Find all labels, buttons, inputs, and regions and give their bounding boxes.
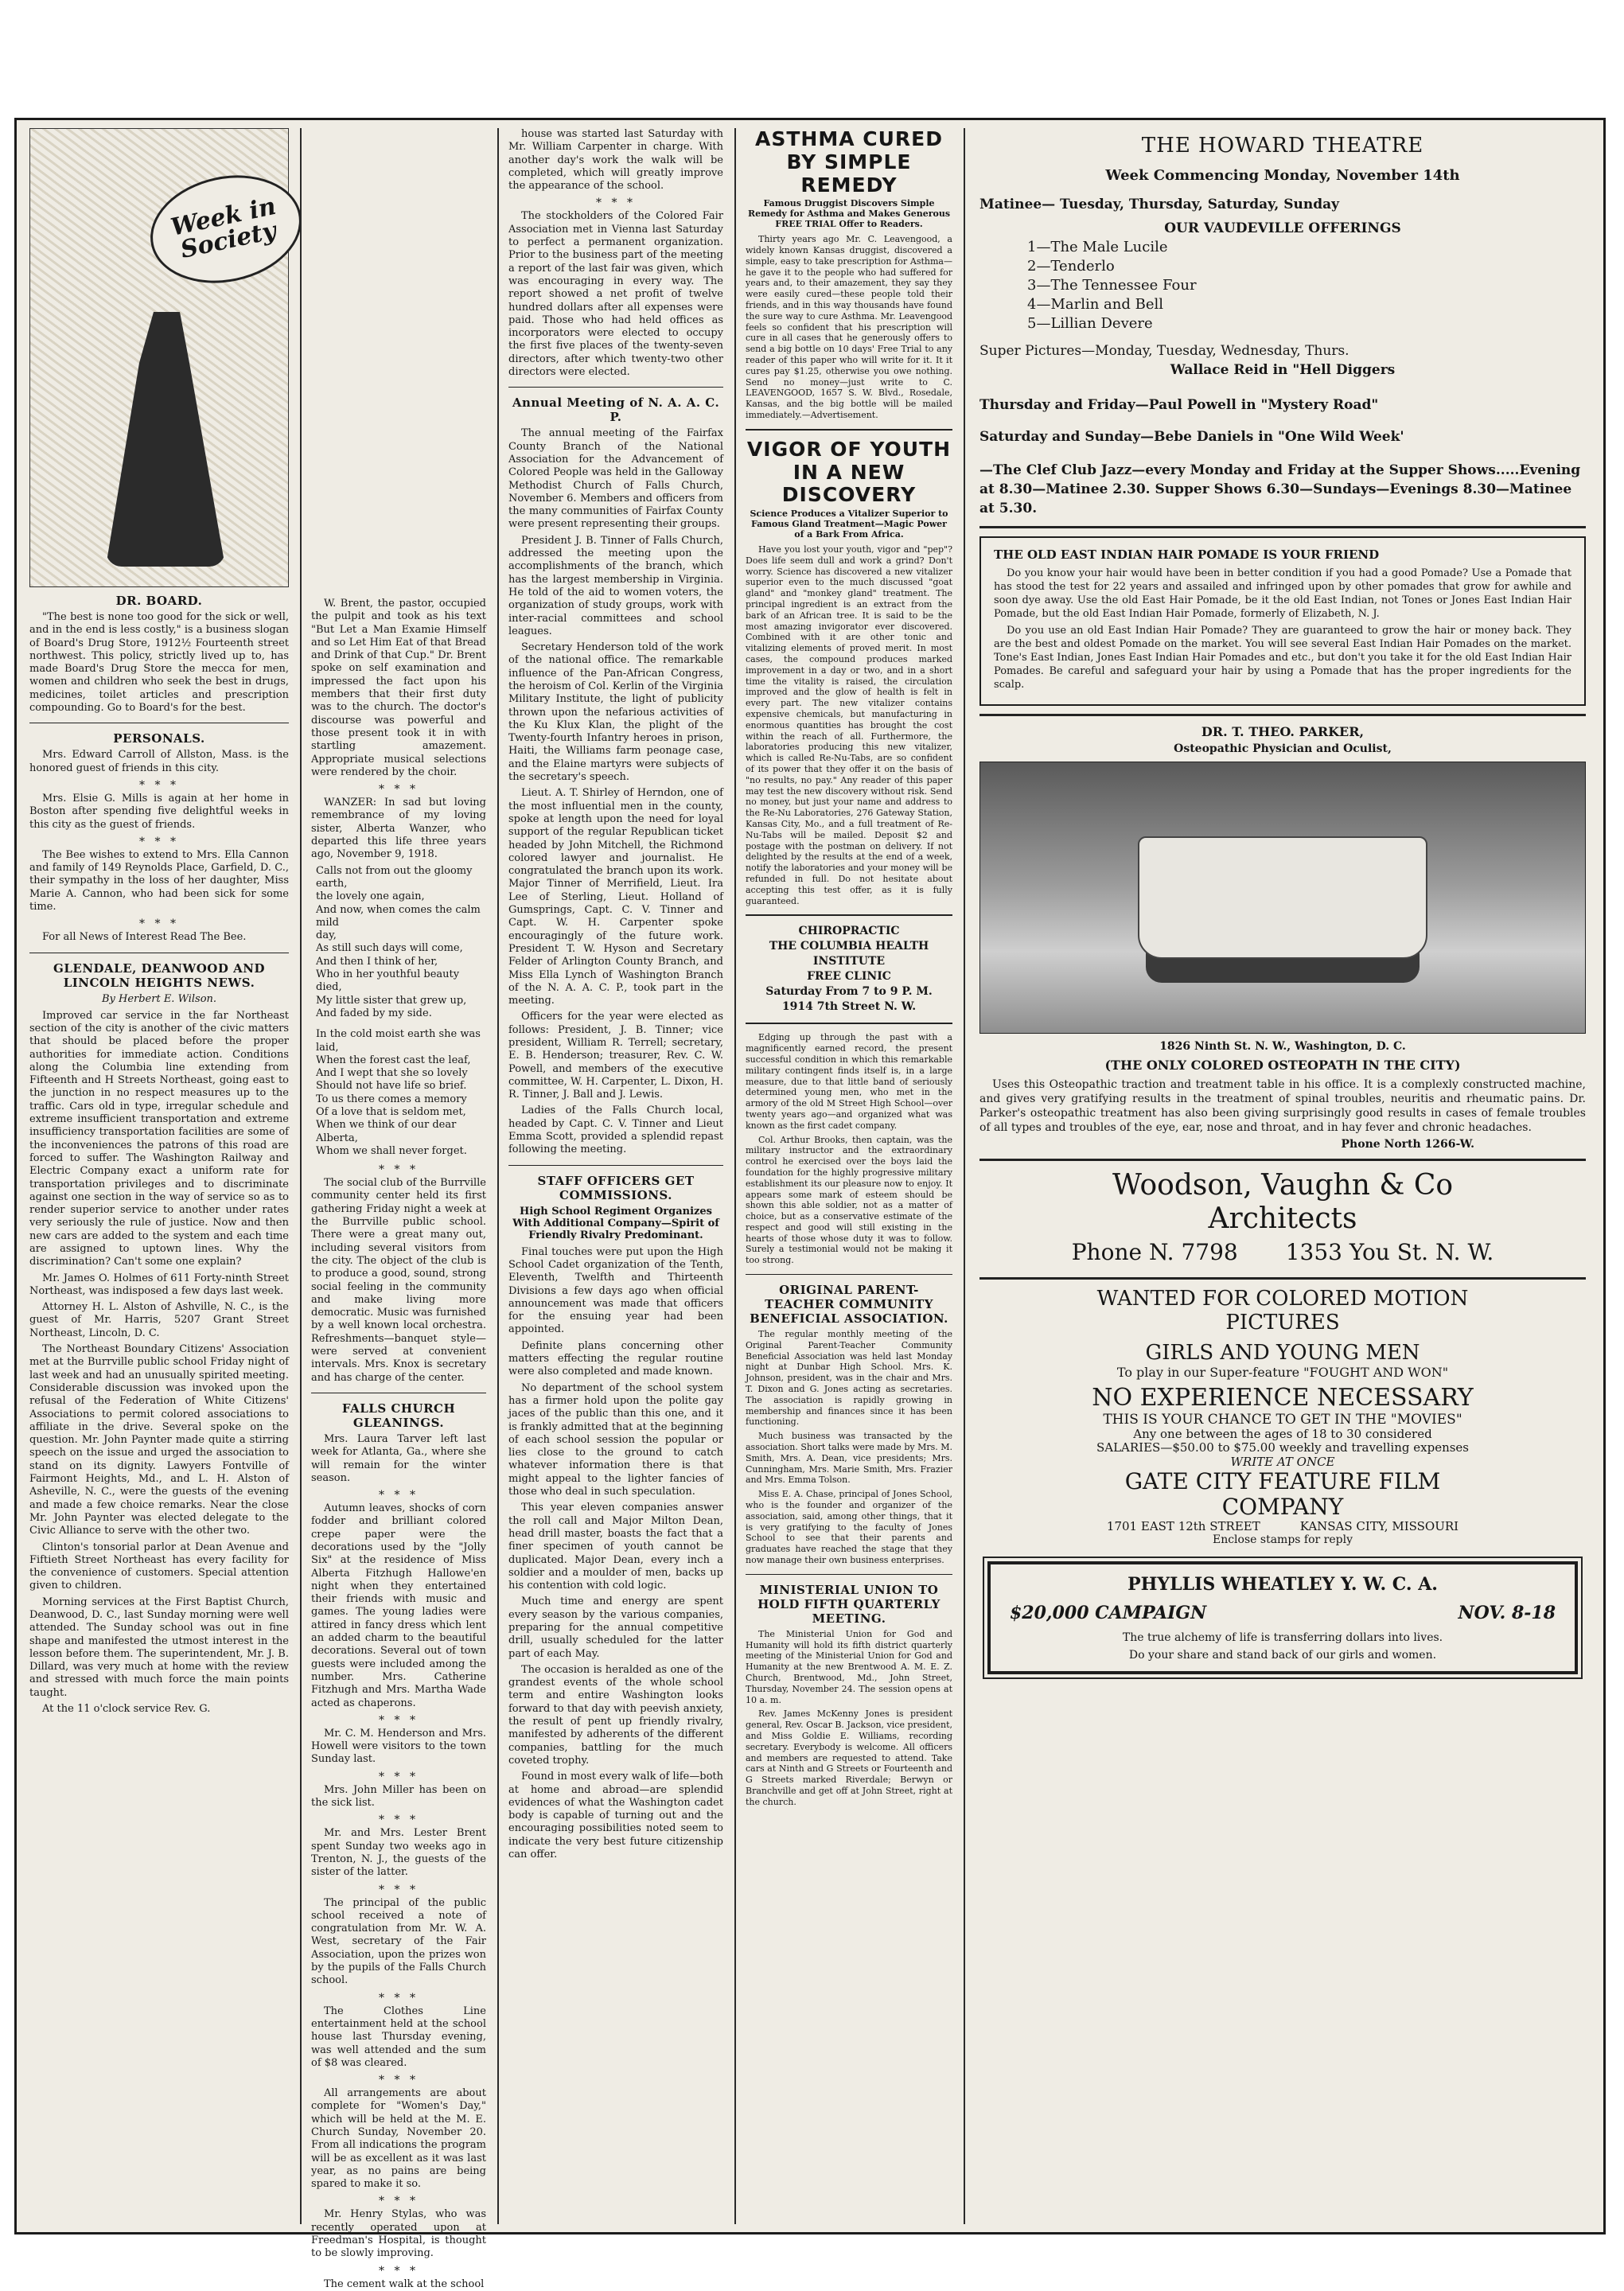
mu-para: Rev. James McKenny Jones is president general, Rev. Oscar B. Jackson, vice president, and Miss Goldie E. Williams, recording secretary. Everybody is welcome. All officers and members are requested to attend. Take cars at Ninth and G Streets or Fourteenth and G Streets marked Riverdale; Berwyn or Branchville and get off at John Street, right at the church. bbox=[746, 1709, 952, 1807]
column-4 bbox=[738, 128, 960, 2224]
col2-para: W. Brent, the pastor, occupied the pulpit and took as his text "But Let a Man Examie Himself and so Let Him Eat of that Bread and Drink of that Cup." Dr. Brent spoke on self examination and impressed the fact upon his members that their first duty was to the church. The doctor's discourse was powerful and those present took it in with startling amazement. Appropriate musical selections were rendered by the choir. bbox=[311, 598, 486, 778]
mu-para: The Ministerial Union for God and Humanity will hold its fifth district quarterly meeting of the Ministerial Union for God and Humanity at the new Brentwood A. M. E. Z. Church, Brentwood, Md., John Street, Thursday, November 24. The session opens at 10 a. m. bbox=[746, 1628, 952, 1705]
staff-para: Found in most every walk of life—both at home and abroad—are splendid evidences of what the Washington cadet body is capable of turning out and the encouraging possibilities noted seem to indicate the very best future citizenship can offer. bbox=[508, 1771, 723, 1861]
falls-para: Autumn leaves, shocks of corn fodder and brilliant colored crepe paper were the decorations used by the "Jolly Six" at the residence of Miss Alberta Fitzhugh Hallowe'en night when they entertained their friends with music and games. The young ladies were attired in fancy dress which lent an added charm to the beautiful decorations. Several out of town guests were included among the number. Mrs. Catherine Fitzhugh and Mrs. Martha Wade acted as chaperons. bbox=[311, 1502, 486, 1709]
staff-para: Final touches were put upon the High School Cadet organization of the Tenth, Eleventh, Twelfth and Thirteenth Divisions a few days ago when official announcement was made that officers for the ensuing year had been appointed. bbox=[508, 1245, 723, 1336]
ptc-para: The regular monthly meeting of the Original Parent-Teacher Community Beneficial Association was held last Monday night at Dunbar High School. Mrs. K. Johnson, president, was in the chair and Mrs. T. Dixon and G. Jones acting as secretaries. The association is rapidly growing in membership and finances since it has been functioning. bbox=[746, 1329, 952, 1428]
clinic-ad: CHIROPRACTIC THE COLUMBIA HEALTH INSTITUTE FREE CLINIC Saturday From 7 to 9 P. M. 1914 7th Street N. W. bbox=[765, 925, 933, 1014]
ywca-ad: PHYLLIS WHEATLEY Y. W. C. A. $20,000 CAMPAIGN NOV. 8-18 The true alchemy of life is transferring dollars into lives. Do your share and stand back of our girls and women. bbox=[987, 1561, 1578, 1674]
glendale-head: GLENDALE, DEANWOOD AND LINCOLN HEIGHTS NEWS. bbox=[53, 960, 265, 990]
dr-board-body: "The best is none too good for the sick or well, and in the end is less costly," is a business slogan of Board's Drug Store, 1912½ Fourteenth street northwest. This policy, strictly lived up to, has made Board's Drug Store the mecca for men, women and children who seek the best in drugs, medicines, toilet articles and prescription compounding. Go to Board's for the best. bbox=[29, 611, 289, 715]
howard-week: Week Commencing Monday, November 14th bbox=[1105, 167, 1460, 184]
staff-para: Much time and energy are spent every season by the various companies, preparing for the annual competitive drill, usually scheduled for the latter part of each May. bbox=[508, 1596, 723, 1660]
falls-para: The principal of the public school received a note of congratulation from Mr. W. A. West, secretary of the Fair Association, upon the prizes won by the pupils of the Falls Church school. bbox=[311, 1896, 486, 1987]
falls-church-head: FALLS CHURCH GLEANINGS. bbox=[341, 1401, 456, 1430]
ptc-para: Much business was transacted by the association. Short talks were made by Mrs. M. Smith, Mrs. A. Dean, vice presidents; Mrs. Cunningham, Mrs. Marie Smith, Mrs. Frazier and Mrs. Emma Tolson. bbox=[746, 1431, 952, 1486]
cadet-para: Col. Arthur Brooks, then captain, was the military instructor and the extraordinary control he exercised over the boys laid the foundation for the highly progressive military establishment its our pleasure now to enjoy. It appears some mark of esteem should be shown this able soldier, not as a matter of choice, but as a conservative estimate of the respect and good will still existing in the hearts of those whose duty it was to follow. Surely a testimonial would not be making it too strong. bbox=[746, 1134, 952, 1266]
wanzer-intro: WANZER: In sad but loving remembrance of my loving sister, Alberta Wanzer, who departed this life three years ago, November 9, 1918. bbox=[311, 797, 486, 861]
newspaper-page bbox=[14, 118, 1606, 2290]
column-1: Week in Society DR. BOARD. "The best is none too good for the sick or well, and in the end is less costly," is a business slogan of Board's Drug Store, 1912½ Fourteenth street northwest. This policy, strictly lived up to, has made Board's Drug Store the mecca for men, women and children who seek the best in drugs, medicines, toilet articles and prescription compounding. Go to Board's for the best. PERSONALS. Mrs. Edward Carroll of Allston, Mass. is the honored guest of friends in this city. * * * Mrs. Elsie G. Mills is again at her home in Boston after spending five delightful weeks in this city as the guest of friends. * * * The Bee wishes to extend to Mrs. Ella Cannon and family of 149 Reynolds Place, Garfield, D. C., their sympathy in the loss of her daughter, Miss Marie A. Cannon, who had been sick for some time. * * * For all News of Interest Read The Bee. GLENDALE, DEANWOOD AND LINCOLN HEIGHTS NEWS. By Herbert E. Wilson. Improved car service in the far Northeast section of the city is another of the civic matters that should be placed before the proper authorities for immediate action. Conditions along the Columbia line extending from Fifteenth and H Streets Northeast, going east to the junction in no respect measures up to the traffic. Cars old in type, irregular schedule and extreme insufficient transportation and extreme insufficiency transportation facilities are some of the inconveniences the patrons of this road are forced to suffer. The Washington Railway and Electric Company exact a uniform rate for transportation privileges and to discriminate against one section in the way of service so as to render superior service to another under rates very seriously the rule of justice. Now and then new cars are added to the system and each time are assigned to uptown lines. Why the discrimination? Can't some one explain? Mr. James O. Holmes of 611 Forty-ninth Street Northeast, was indisposed a few days last week. Attorney H. L. Alston of Ashville, N. C., is the guest of Mr. Harris, 5207 Grant Street Northeast, Lincoln, D. C. The Northeast Boundary Citizens' Association met at the Burrville public school Friday night of last week and had an unusually spirited meeting. Considerable discussion was invoked upon the refusal of the Federation of White Citizens' Associations to permit colored associations to affiliate in the drive. Several spoke on the question. Mr. John Paynter made quite a stirring speech on the issue and urged the association to stand on its dignity. Lawyers Fontville of Fairmont Heights, Md., and L. H. Alston of Asheville, N. C., were the guests of the evening and made a few choice remarks. Near the close Mr. John Paynter was elected delegate to the Civic Alliance to serve with the other two. Clinton's tonsorial parlor at Dean Avenue and Fiftieth Street Northeast has every facility for the convenience of customers. Special attention given to children. Morning services at the First Baptist Church, Deanwood, D. C., last Sunday morning were well attended. The Sunday school was out in fine shape and manifested the utmost interest in the lesson before them. The superintendent, Mr. J. B. Dillard, was very much at home with the review and stressed with much force the main points taught. At the 11 o'clock service Rev. G. bbox=[21, 128, 297, 2224]
woodson-ad: Woodson, Vaughn & Co Architects Phone N. 7798 1353 You St. N. W. bbox=[1071, 1169, 1494, 1265]
col2-para: The social club of the Burrville community center held its first gathering Friday night a week at the Burrville public school. There were a great many out, including several visitors from the city. The object of the club is to produce a good, sound, strong social feeling in the community and make living more democratic. Music was furnished by a well known local orchestra. Refreshments—banquet style—were served at convenient intervals. Mrs. Knox is secretary and has charge of the center. bbox=[311, 1177, 486, 1384]
treatment-table-photo bbox=[979, 762, 1586, 1034]
howard-theatre-ad: THE HOWARD THEATRE Week Commencing Monday, November 14th Matinee— Tuesday, Thursday, Saturday, Sunday OUR VAUDEVILLE OFFERINGS 1—The Male Lucile 2—Tenderlo 3—The Tennessee Four 4—Marlin and Bell 5—Lillian Devere Super Pictures—Monday, Tuesday, Wednesday, Thurs. Wallace Reid in "Hell Diggers Thursday and Friday—Paul Powell in "Mystery Road" Saturday and Sunday—Bebe Daniels in "One Wild Week' —The Clef Club Jazz—every Monday and Friday at the Supper Shows.....Evening at 8.30—Matinee 2.30. Supper Shows 6.30—Sundays—Evenings 8.30—Matinee at 5.30. bbox=[979, 136, 1586, 518]
col3-para: The stockholders of the Colored Fair Association met in Vienna last Saturday to perfect a permanent organization. Prior to the business part of the meeting a report of the last fair was given, which was encouraging in every way. The report showed a net profit of twelve hundred dollars after all expenses were paid. Those who had held offices as incorporators were elected to occupy the first five places of the twenty-seven directors, after which twenty-two other directors were elected. bbox=[508, 210, 723, 379]
personal-item: For all News of Interest Read The Bee. bbox=[42, 931, 247, 944]
falls-para: The Clothes Line entertainment held at the school house last Thursday evening, was well attended and the sum of $8 was cleared. bbox=[311, 2005, 486, 2069]
falls-para: Mr. C. M. Henderson and Mrs. Howell were visitors to the town Sunday last. bbox=[311, 1727, 486, 1766]
staff-para: This year eleven companies answer the roll call and Major Milton Dean, head drill master, boasts the fact that a finer specimen of youth cannot be duplicated. Major Dean, every inch a soldier and a moulder of men, backs up his contention with cold logic. bbox=[508, 1502, 723, 1592]
cadet-para: Edging up through the past with a magnificently earned record, the present successful condition in which this remarkable military contingent finds itself is, in a large measure, due to that little band of seriously determined young men, who met in the armory of the old M Street High School—over twenty years ago—and organized what was known as the first cadet company. bbox=[746, 1032, 952, 1131]
falls-para: Mrs. Laura Tarver left last week for Atlanta, Ga., where she will remain for the winter season. bbox=[311, 1432, 486, 1484]
lady-figure-icon bbox=[106, 312, 225, 567]
column-3: house was started last Saturday with Mr. William Carpenter in charge. With another day's work the walk will be completed, which will greatly improve the appearance of the school. * * * The stockholders of the Colored Fair Association met in Vienna last Saturday to perfect a permanent organization. Prior to the business part of the meeting a report of the last fair was given, which was encouraging in every way. The report showed a net profit of twelve hundred dollars after all expenses were paid. Those who had held offices as incorporators were elected to occupy the first five places of the twenty-seven directors, after which twenty-two other directors were elected. Annual Meeting of N. A. A. C. P. The annual meeting of the Fairfax County Branch of the National Association for the Advancement of Colored People was held in the Galloway Methodist Church of Falls Church, November 6. Members and officers from the many communities of Fairfax County were present representing their groups. President J. B. Tinner of Falls Church, addressed the meeting upon the accomplishments of the branch, which has the largest membership in Virginia. He told of the aid to women voters, the organization of study groups, work with inter-racial committees and school leagues. Secretary Henderson told of the work of the national office. The remarkable influence of the Pan-African Congress, the heroism of Col. Kerlin of the Virginia Military Institute, the light of publicity thrown upon the nefarious activities of the Ku Klux Klan, the plight of the Twenty-fourth Infantry heroes in prison, Haiti, the Williams farm peonage case, and the Elaine martyrs were subjects of the secretary's speech. Lieut. A. T. Shirley of Herndon, one of the most influential men in the county, spoke at length upon the need for loyal support of the regular Republican ticket headed by John Mitchell, the Richmond colored lawyer and journalist. He congratulated the branch upon its work. Major Tinner of Merrifield, Lieut. Ira Lee of Sterling, Lieut. Holland of Gumsprings, Capt. C. V. Tinner and Capt. W. H. Carpenter spoke encouragingly of the future work. President T. W. Hyson and Secretary Felder of Arlington County Branch, and Miss Ella Lynch of Washington Branch of the N. A. A. C. P., took part in the meeting. Officers for the year were elected as follows: President, J. B. Tinner; vice president, William R. Terrell; secretary, E. B. Henderson; treasurer, Rev. C. W. Powell, and members of the executive committee, W. H. Carpenter, L. Dixon, H. R. Tinner, J. Ball and J. Lewis. Ladies of the Falls Church local, headed by Capt. C. V. Tinner and Lieut Emma Scott, provided a splendid repast following the meeting. STAFF OFFICERS GET COMMISSIONS. High School Regiment Organizes With Additional Company—Spirit of Friendly Rivalry Predominant. Final touches were put upon the High School Cadet organization of the Tenth, Eleventh, Twelfth and Thirteenth Divisions a few days ago when official announcement was made that officers for the ensuing year had been appointed. Definite plans concerning other matters effecting the regular routine were also completed and made known. No department of the school system has a firmer hold upon the polite gay jaces of the public than this one, and it is frankly admitted that at the beginning of each school session the popular or lies close to the ground to catch whatever information there is that might appeal to the lighter fancies of those who deal in such speculation. This year eleven companies answer the roll call and Major Milton Dean, head drill master, boasts the fact that a finer specimen of youth cannot be duplicated. Major Dean, every inch a soldier and a moulder of men, backs up his contention with cold logic. Much time and energy are spent every season by the various companies, preparing for the annual competitive drill, usually scheduled for the latter part of each May. The occasion is heralded as one of the grandest events of the whole school term and entire Washington looks forward to that day with peevish anxiety, the result of pent up friendly rivalry, manifested by adherents of the different companies, battling for the much coveted trophy. Found in most every walk of life—both at home and abroad—are splendid evidences of what the Washington cadet body is capable of turning out and the encouraging possibilities noted seem to indicate the very best future citizenship can offer. bbox=[508, 128, 723, 1861]
column-2: W. Brent, the pastor, occupied the pulpit and took as his text "But Let a Man Examie Himself and so Let Him Eat of that Bread and Drink of that Cup." Dr. Brent spoke on self examination and impressed the fact upon his members that their first duty was to the church. The doctor's discourse was powerful and those present took it in with startling amazement. Appropriate musical selections were rendered by the choir. * * * WANZER: In sad but loving remembrance of my loving sister, Alberta Wanzer, who departed this life three years ago, November 9, 1918. Calls not from out the gloomy earth, the lovely one again, And now, when comes the calm mild day, As still such days will come, And then I think of her, Who in her youthful beauty died, My little sister that grew up, And faded by my side. In the cold moist earth she was laid, When the forest cast the leaf, And I wept that she so lovely Should not have life so brief. To us there comes a memory Of a love that is seldom met, When we think of our dear Alberta, Whom we shall never forget. * * * The social club of the Burrville community center held its first gathering Friday night a week at the Burrville public school. There were a great many out, including several visitors from the city. The object of the club is to produce a good, sound, strong social feeling in the community and make living more democratic. Music was furnished by a well known local orchestra. Refreshments—banquet style—were served at convenient intervals. Mrs. Knox is secretary and has charge of the center. FALLS CHURCH GLEANINGS. Mrs. Laura Tarver left last week for Atlanta, Ga., where she will remain for the winter season. * * * Autumn leaves, shocks of corn fodder and brilliant colored crepe paper were the decorations used by the "Jolly Six" at the residence of Miss Alberta Fitzhugh Hallowe'en night when they entertained their friends with music and games. The young ladies were attired in fancy dress which lent an added charm to the beautiful decorations. Several out of town guests were included among the number. Mrs. Catherine Fitzhugh and Mrs. Martha Wade acted as chaperons. * * * Mr. C. M. Henderson and Mrs. Howell were visitors to the town Sunday last. * * * Mrs. John Miller has been on the sick list. * * * Mr. and Mrs. Lester Brent spent Sunday two weeks ago in Trenton, N. J., the guests of the sister of the latter. * * * The principal of the public school received a note of congratulation from Mr. W. A. West, secretary of the Fair Association, upon the prizes won by the pupils of the Falls Church school. * * * The Clothes Line entertainment held at the school house last Thursday evening, was well attended and the sum of $8 was cleared. * * * All arrangements are about complete for "Women's Day," which will be held at the M. E. Church Sunday, November 20. From all indications the program will be as excellent as it was last year, as no pains are being spared to make it so. * * * Mr. Henry Stylas, who was recently operated upon at Freedman's Hospital, is thought to be slowly improving. * * * The cement walk at the school bbox=[311, 598, 486, 2290]
wanzer-poem: Calls not from out the gloomy earth, the lovely one again, And now, when comes the calm mild day, As still such days will come, And then I think of her, Who in her youthful beauty died, My little sister that grew up, And faded by my side. In the cold moist earth she was laid, When the forest cast the leaf, And I wept that she so lovely Should not have life so brief. To us there comes a memory Of a love that is seldom met, When we think of our dear Alberta, Whom we shall never forget. bbox=[316, 864, 481, 1157]
masthead-banner: Week in Society bbox=[140, 162, 311, 296]
staff-para: The occasion is heralded as one of the grandest events of the whole school term and entire Washington looks forward to that day with peevish anxiety, the result of pent up friendly rivalry, manifested by adherents of the different companies, battling for the much coveted trophy. bbox=[508, 1663, 723, 1767]
personals-head: PERSONALS. bbox=[113, 731, 205, 746]
asthma-sub: Famous Druggist Discovers Simple Remedy for Asthma and Makes Generous FREE TRIAL Offer to Readers. bbox=[747, 198, 951, 230]
act-list: 1—The Male Lucile 2—Tenderlo 3—The Tennessee Four 4—Marlin and Bell 5—Lillian Devere bbox=[1027, 239, 1197, 332]
staff-para: Definite plans concerning other matters effecting the regular routine were also completed and made known. bbox=[508, 1339, 723, 1378]
naacp-para: Lieut. A. T. Shirley of Herndon, one of the most influential men in the county, spoke at length upon the need for loyal support of the regular Republican ticket headed by John Mitchell, the Richmond colored lawyer and journalist. He congratulated the branch upon its work. Major Tinner of Merrifield, Lieut. Ira Lee of Sterling, Lieut. Holland of Gumsprings, Capt. C. V. Tinner and Capt. W. H. Carpenter spoke encouragingly of the future work. President T. W. Hyson and Secretary Felder of Arlington County Branch, and Miss Ella Lynch of Washington Branch of the N. A. A. C. P., took part in the meeting. bbox=[508, 787, 723, 1007]
falls-para: All arrangements are about complete for "Women's Day," which will be held at the M. E. Church Sunday, November 20. From all indications the program will be as excellent as it was last year, as no pains are being spared to make it so. bbox=[311, 2087, 486, 2191]
glendale-para: Clinton's tonsorial parlor at Dean Avenue and Fiftieth Street Northeast has every facility for the convenience of customers. Special attention given to children. bbox=[29, 1541, 289, 1592]
falls-para: Mr. and Mrs. Lester Brent spent Sunday two weeks ago in Trenton, N. J., the guests of the sister of the latter. bbox=[311, 1827, 486, 1879]
glendale-para: The Northeast Boundary Citizens' Association met at the Burrville public school Friday night of last week and had an unusually spirited meeting. Considerable discussion was invoked upon the refusal of the Federation of White Citizens' Associations to permit colored associations to affiliate in the drive. Several spoke on the question. Mr. John Paynter made quite a stirring speech on the issue and urged the association to stand on its dignity. Lawyers Fontville of Fairmont Heights, Md., and L. H. Alston of Asheville, N. C., were the guests of the evening and made a few choice remarks. Near the close Mr. John Paynter was elected delegate to the Civic Alliance to serve with the other two. bbox=[29, 1343, 289, 1537]
naacp-head: Annual Meeting of N. A. A. C. P. bbox=[512, 395, 720, 425]
glendale-para: Attorney H. L. Alston of Ashville, N. C., is the guest of Mr. Harris, 5207 Grant Street Northeast, Lincoln, D. C. bbox=[29, 1301, 289, 1339]
ptc-para: Miss E. A. Chase, principal of Jones School, who is the founder and organizer of the association, said, among other things, that it is very gratifying to the faculty of Jones School to see that their parents and graduates have reached the stage that they now manage their own business enterprises. bbox=[746, 1489, 952, 1566]
glendale-para: Improved car service in the far Northeast section of the city is another of the civic matters that should be placed before the proper authorities for immediate action. Conditions along the Columbia line extending from Fifteenth and H Streets Northeast, going east to the junction in no respect measures up to the traffic. Cars old in type, irregular schedule and extreme insufficient transportation and extreme insufficiency transportation facilities are some of the inconveniences the patrons of this road are forced to suffer. The Washington Railway and Electric Company exact a uniform rate for transportation privileges and to discriminate against one section in the way of service so as to render superior service to another under rates very seriously the rule of justice. Now and then new cars are added to the system and each time are assigned to uptown lines. Why the discrimination? Can't some one explain? bbox=[29, 1009, 289, 1268]
staff-officers-head: STAFF OFFICERS GET COMMISSIONS. bbox=[537, 1173, 695, 1202]
personal-item: Mrs. Edward Carroll of Allston, Mass. is the honored guest of friends in this city. bbox=[29, 749, 289, 774]
vigor-body: Have you lost your youth, vigor and "pep"? Does life seem dull and work a grind? Don't worry. Science has discovered a new vitalizer superior even to the much discussed "goat gland" and "monkey gland" treatment. The principal ingredient is an extract from the bark of an African tree. It is said to be the most amazing invigorator ever discovered. Combined with it are other tonic and vitalizing elements of proved merit. In most cases, the compound produces marked improvement in a day or two, and in a short time the vitality is raised, the circulation improved and the glow of health is felt in every part. The new vitalizer contains expensive chemicals, but manufacturing in enormous quantities has brought the cost within the reach of all. Furthermore, the laboratories producing this new vitalizer, which is called Re-Nu-Tabs, are so confident of its power that they offer it on the basis of "no results, no pay." Any reader of this paper may test the new discovery without risk. Send no money, but just your name and address to the Re-Nu Laboratories, 276 Gateway Station, Kansas City, Mo., and a full treatment of Re-Nu-Tabs will be mailed. Deposit $2 and postage with the postman on delivery. If not delighted by the results at the end of a week, notify the laboratories and your money will be refunded in full. Do not hesitate about accepting this test offer, as it is fully guaranteed. bbox=[746, 544, 952, 906]
falls-para: The cement walk at the school bbox=[324, 2277, 485, 2290]
pomade-ad: THE OLD EAST INDIAN HAIR POMADE IS YOUR FRIEND Do you know your hair would have been in better condition if you had a good Pomade? Use a Pomade that has stood the test for 22 years and assailed and infringed upon by other pomades that grow for awhile and soon dye away. Use the old East Hair Pomade, be it the old East Indian, not Tones or Jones East Indian Hair Pomade, but the old East Indian Hair Pomade, formerly of Elizabeth, N. J. Do you use an old East Indian Hair Pomade? They are guaranteed to grow the hair or money back. They are the best and oldest Pomade on the market. You will see several East Indian Hair Pomades on the market. Tone's East Indian, Jones East Indian Hair Pomades and etc., but don't you take it for the old East Indian Hair Pomades. Be careful and safeguard your hair by using a Pomade that has the proper ingredients for the scalp. bbox=[979, 536, 1586, 706]
column-5 bbox=[968, 128, 1597, 2224]
ptc-head: ORIGINAL PARENT-TEACHER COMMUNITY BENEFICIAL ASSOCIATION. bbox=[750, 1283, 948, 1327]
asthma-body: Thirty years ago Mr. C. Leavengood, a widely known Kansas druggist, discovered a simple, easy to take prescription for Asthma—he gave it to the people who had suffered for years and, to their amazement, they say they were easily cured—these people told their friends, and in this way thousands have found the sure way to cure Asthma. Mr. Leavengood feels so confident that his prescription will cure in all cases that he generously offers to send a big bottle on 10 days' Free Trial to any reader of this paper who will write for it. It it cures pay $1.25, otherwise you owe nothing. Send no money—just write to C. LEAVENGOOD, 1657 S. W. Blvd., Rosedale, Kansas, and the big bottle will be mailed immediately.—Advertisement. bbox=[746, 234, 952, 420]
howard-matinee: Matinee— Tuesday, Thursday, Saturday, Sunday bbox=[979, 197, 1339, 212]
personal-item: The Bee wishes to extend to Mrs. Ella Cannon and family of 149 Reynolds Place, Garfield, D. C., their sympathy in the loss of her daughter, Miss Marie A. Cannon, who had been sick for some time. bbox=[29, 848, 289, 914]
naacp-para: Secretary Henderson told of the work of the national office. The remarkable influence of the Pan-African Congress, the heroism of Col. Kerlin of the Virginia Military Institute, the light of publicity thrown upon the nefarious activities of the Ku Klux Klan, the plight of the Twenty-fourth Infantry heroes in prison, Haiti, the Williams farm peonage case, and the Elaine martyrs were subjects of the secretary's speech. bbox=[508, 641, 723, 784]
glendale-para: Morning services at the First Baptist Church, Deanwood, D. C., last Sunday morning were well attended. The Sunday school was out in fine shape and manifested the utmost interest in the lesson before them. The superintendent, Mr. J. B. Dillard, was very much at home with the review and stressed with much force the main points taught. bbox=[29, 1596, 289, 1699]
wanted-ad: WANTED FOR COLORED MOTION PICTURES GIRLS AND YOUNG MEN To play in our Super-feature "FOUGHT AND WON" NO EXPERIENCE NECESSARY THIS IS YOUR CHANCE TO GET IN THE "MOVIES" Any one between the ages of 18 to 30 considered SALARIES—$50.00 to $75.00 weekly and travelling expenses WRITE AT ONCE GATE CITY FEATURE FILM COMPANY 1701 EAST 12th STREET KANSAS CITY, MISSOURI Enclose stamps for reply bbox=[1092, 1287, 1474, 1547]
naacp-para: The annual meeting of the Fairfax County Branch of the National Association for the Advancement of Colored People was held in the Galloway Methodist Church of Falls Church, November 6. Members and officers from the many communities of Fairfax County were present representing their groups. bbox=[508, 427, 723, 531]
vigor-head: VIGOR OF YOUTH IN A NEW DISCOVERY bbox=[746, 437, 952, 507]
howard-offerings: OUR VAUDEVILLE OFFERINGS bbox=[1164, 220, 1401, 236]
naacp-para: Officers for the year were elected as follows: President, J. B. Tinner; vice president, William R. Terrell; secretary, E. B. Henderson; treasurer, Rev. C. W. Powell, and members of the executive committee, W. H. Carpenter, L. Dixon, H. R. Tinner, J. Ball and J. Lewis. bbox=[508, 1011, 723, 1101]
personal-item: Mrs. Elsie G. Mills is again at her home in Boston after spending five delightful weeks in this city as the guest of friends. bbox=[29, 792, 289, 831]
howard-title: THE HOWARD THEATRE bbox=[1141, 134, 1424, 158]
falls-para: Mr. Henry Stylas, who was recently operated upon at Freedman's Hospital, is thought to be slowly improving. bbox=[311, 2208, 486, 2260]
naacp-para: Ladies of the Falls Church local, headed by Capt. C. V. Tinner and Lieut Emma Scott, provided a splendid repast following the meeting. bbox=[508, 1105, 723, 1156]
vigor-sub: Science Produces a Vitalizer Superior to Famous Gland Treatment—Magic Power of a Bark From Africa. bbox=[750, 508, 948, 540]
dr-board-head: DR. BOARD. bbox=[115, 594, 203, 608]
ministerial-union-head: MINISTERIAL UNION TO HOLD FIFTH QUARTERLY MEETING. bbox=[757, 1582, 941, 1626]
asthma-head: ASTHMA CURED BY SIMPLE REMEDY bbox=[755, 127, 943, 197]
staff-officers-sub: High School Regiment Organizes With Additional Company—Spirit of Friendly Rivalry Predominant. bbox=[512, 1205, 719, 1241]
staff-para: No department of the school system has a firmer hold upon the polite gay jaces of the public than this one, and it is frankly admitted that at the beginning of each school session the popular or lies close to the ground to catch whatever information there is that might appeal to the lighter fancies of those who deal in such speculation. bbox=[508, 1381, 723, 1498]
col3-para: house was started last Saturday with Mr. William Carpenter in charge. With another day's work the walk will be completed, which will greatly improve the appearance of the school. bbox=[508, 128, 723, 193]
falls-para: Mrs. John Miller has been on the sick list. bbox=[311, 1783, 486, 1810]
glendale-para: Mr. James O. Holmes of 611 Forty-ninth Street Northeast, was indisposed a few days last week. bbox=[29, 1272, 289, 1297]
week-in-society-illustration bbox=[29, 128, 289, 587]
glendale-para: At the 11 o'clock service Rev. G. bbox=[42, 1703, 211, 1716]
naacp-para: President J. B. Tinner of Falls Church, addressed the meeting upon the accomplishments of the branch, which has the largest membership in Virginia. He told of the aid to women voters, the organization of study groups, work with inter-racial committees and school leagues. bbox=[508, 534, 723, 637]
glendale-byline: By Herbert E. Wilson. bbox=[101, 992, 217, 1005]
parker-ad: DR. T. THEO. PARKER, Osteopathic Physician and Oculist, 1826 Ninth St. N. W., Washington, D. C. (THE ONLY COLORED OSTEOPATH IN THE CITY) Uses this Osteopathic traction and treatment table in his office. It is a complexly constructed machine, and gives very gratifying results in the treatment of spinal troubles, neuritis and rheumatic pains. Dr. Parker's osteopathic treatment has also been giving surprisingly good results in cases of female troubles of all types and troubles of the eye, ear, nose and throat, and in hay fever and chronic headaches. Phone North 1266-W. bbox=[979, 724, 1586, 1151]
